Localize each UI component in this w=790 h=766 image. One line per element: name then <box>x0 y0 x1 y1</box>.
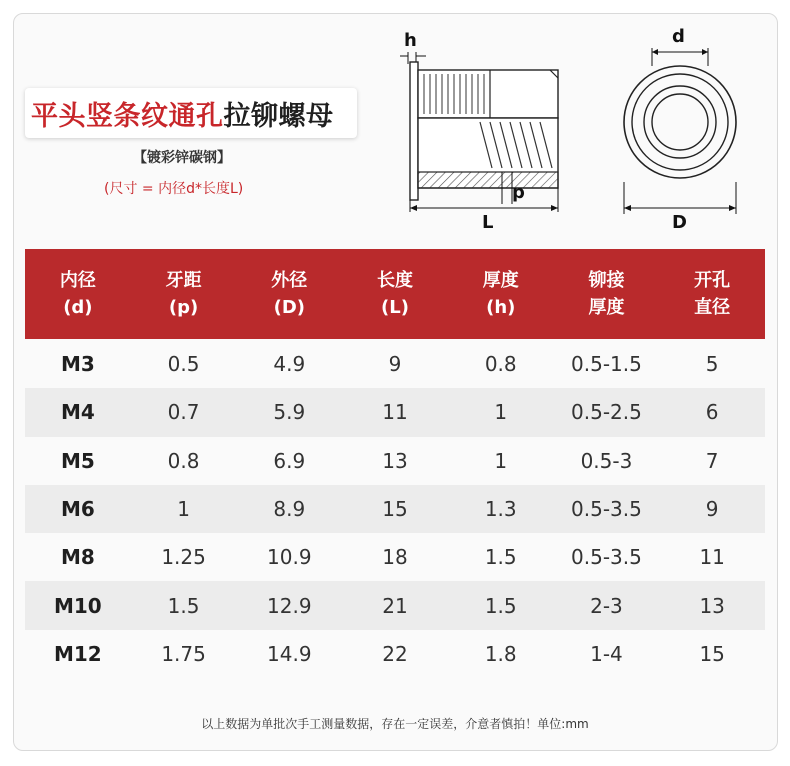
header-outer-diameter: 外径 (D) <box>271 270 308 318</box>
table-cell: 15 <box>699 641 725 666</box>
table-cell: 1 <box>494 448 508 473</box>
table-cell: 1.8 <box>484 641 517 666</box>
header-hole-diameter: 开孔 直径 <box>694 270 731 318</box>
table-cell: 5.9 <box>273 400 306 425</box>
table-cell: 14.9 <box>267 641 312 666</box>
label-L: L <box>482 212 494 233</box>
table-cell: 4.9 <box>273 352 306 377</box>
header-thickness: 厚度 (h) <box>482 270 519 318</box>
product-title <box>25 88 357 138</box>
header-length: 长度 (L) <box>377 270 414 318</box>
table-row <box>25 388 765 436</box>
front-view-diagram <box>620 22 740 234</box>
table-cell: 8.9 <box>273 497 306 522</box>
header-pitch: 牙距 (p) <box>165 270 202 318</box>
table-cell: 7 <box>705 448 719 473</box>
table-cell: 9 <box>705 497 719 522</box>
table-cell: 0.5-3 <box>580 448 633 473</box>
table-cell: 2-3 <box>590 593 623 618</box>
table-cell: 5 <box>705 352 719 377</box>
table-row <box>25 340 765 388</box>
table-cell: 0.8 <box>167 448 200 473</box>
table-cell: 0.5-1.5 <box>571 352 642 377</box>
table-cell: 13 <box>699 593 725 618</box>
table-cell: 9 <box>388 352 402 377</box>
table-cell: 1.5 <box>167 593 200 618</box>
table-cell: 15 <box>382 497 408 522</box>
table-row <box>25 533 765 581</box>
label-p: p <box>512 182 525 203</box>
table-cell: 12.9 <box>267 593 312 618</box>
table-cell: 0.5-2.5 <box>571 400 642 425</box>
table-cell: 0.8 <box>484 352 517 377</box>
label-h: h <box>404 30 417 51</box>
table-cell: 0.7 <box>167 400 200 425</box>
table-cell: 1.3 <box>484 497 517 522</box>
table-row <box>25 485 765 533</box>
table-cell: M4 <box>60 400 95 425</box>
table-cell: 1 <box>494 400 508 425</box>
spec-table-header <box>25 249 765 339</box>
table-cell: 1.25 <box>161 545 206 570</box>
table-cell: M6 <box>60 497 95 522</box>
table-cell: 0.5-3.5 <box>571 497 642 522</box>
side-view-diagram <box>400 22 590 234</box>
size-note: (尺寸 = 内径d*长度L) <box>104 181 244 197</box>
table-cell: 1 <box>177 497 190 522</box>
table-row <box>25 581 765 629</box>
table-cell: 6.9 <box>273 448 306 473</box>
table-cell: 10.9 <box>267 545 312 570</box>
table-cell: 1-4 <box>590 641 623 666</box>
table-row <box>25 630 765 678</box>
table-cell: 1.5 <box>484 545 517 570</box>
table-cell: 1.75 <box>161 641 206 666</box>
table-cell: 13 <box>382 448 408 473</box>
table-cell: M10 <box>53 593 102 618</box>
material-label: 【镀彩锌碳钢】 <box>133 150 231 166</box>
table-cell: 22 <box>382 641 408 666</box>
table-cell: M3 <box>60 352 95 377</box>
table-cell: 11 <box>699 545 725 570</box>
label-d: d <box>672 26 685 47</box>
table-cell: M5 <box>60 448 95 473</box>
table-row <box>25 437 765 485</box>
label-D: D <box>672 212 687 233</box>
table-cell: 0.5-3.5 <box>571 545 642 570</box>
table-cell: M12 <box>53 641 102 666</box>
spec-table-body <box>25 340 765 678</box>
header-grip-range: 铆接 厚度 <box>588 270 625 318</box>
table-cell: 21 <box>382 593 408 618</box>
table-cell: 18 <box>382 545 408 570</box>
table-cell: 1.5 <box>484 593 517 618</box>
table-cell: 0.5 <box>167 352 200 377</box>
table-cell: 11 <box>382 400 408 425</box>
header-inner-diameter: 内径 (d) <box>59 270 96 318</box>
title-red-part: 平头竖条纹通孔 <box>31 100 224 132</box>
table-cell: M8 <box>60 545 95 570</box>
measurement-footnote: 以上数据为单批次手工测量数据，存在一定误差，介意者慎拍！单位:mm <box>201 717 589 731</box>
table-cell: 6 <box>705 400 719 425</box>
title-dark-part: 拉铆螺母 <box>223 100 334 132</box>
